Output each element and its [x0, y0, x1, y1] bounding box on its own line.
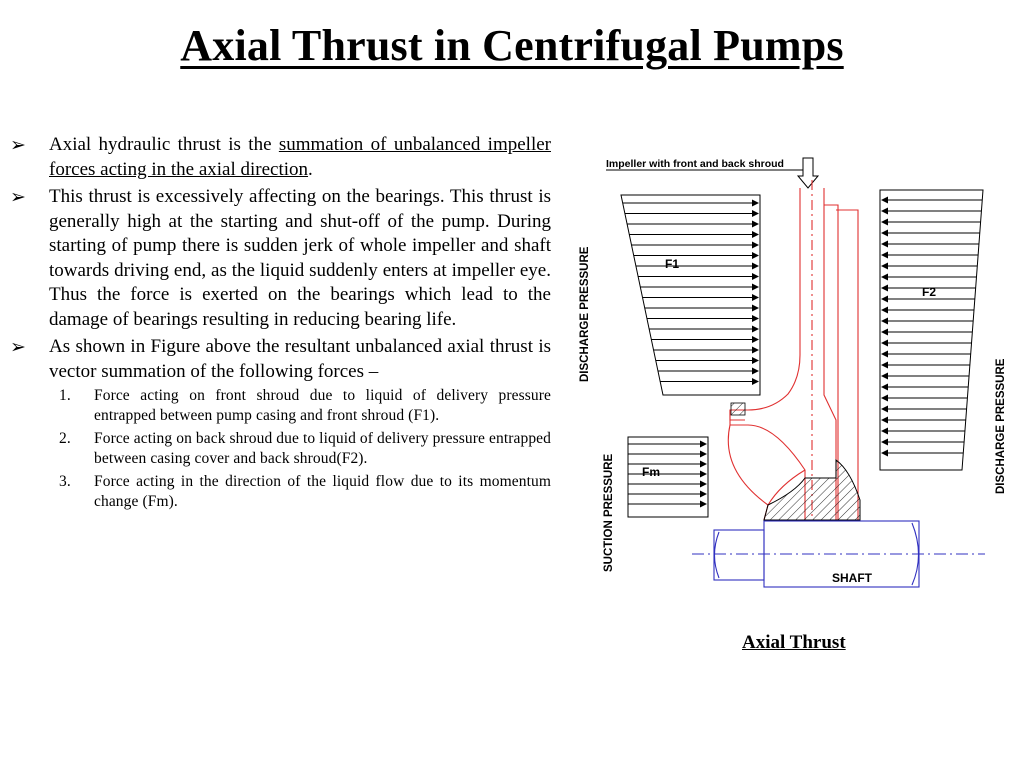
f1-label: F1	[665, 257, 680, 271]
f1-pressure-region	[621, 195, 760, 395]
item-number: 3.	[59, 473, 71, 490]
numbered-list	[49, 386, 551, 511]
arrowhead-bullet-icon: ➢	[10, 186, 26, 208]
item-number: 1.	[59, 387, 71, 404]
suction-pressure-label: SUCTION PRESSURE	[603, 453, 615, 572]
numbered-item	[49, 429, 551, 468]
item-text: Force acting on back shroud due to liquid of delivery pressure entrapped between casing cover and back shroud(F2).	[94, 430, 551, 467]
flow-arrow-icon	[798, 158, 818, 188]
fm-label: Fm	[642, 465, 660, 479]
bullet-text: As shown in Figure above the resultant unbalanced axial thrust is vector summation of the following forces –	[49, 336, 551, 382]
item-text: Force acting in the direction of the liquid flow due to its momentum change (Fm).	[94, 473, 551, 510]
arrowhead-bullet-icon: ➢	[10, 134, 26, 156]
figure-caption: Axial Thrust	[742, 632, 846, 653]
f2-label: F2	[922, 285, 937, 299]
bullet-text-underlined: summation of unbalanced impeller forces acting in the axial direction	[49, 134, 551, 180]
item-text: Force acting on front shroud due to liquid of delivery pressure entrapped between pump casing and front shroud (F1).	[94, 387, 551, 424]
axial-thrust-diagram	[574, 148, 1020, 618]
f2-pressure-region	[880, 190, 983, 470]
impeller-label: Impeller with front and back shroud	[606, 158, 784, 170]
discharge-pressure-left-label: DISCHARGE PRESSURE	[579, 246, 591, 382]
bullet-text-post: .	[308, 158, 313, 180]
fm-suction-region	[628, 437, 708, 517]
slide-title: Axial Thrust in Centrifugal Pumps	[180, 21, 844, 70]
bullet-text-pre: Axial hydraulic thrust is the	[49, 134, 279, 155]
bullet-item	[10, 335, 551, 511]
discharge-pressure-right-label: DISCHARGE PRESSURE	[995, 358, 1007, 494]
arrowhead-bullet-icon: ➢	[10, 336, 26, 358]
numbered-item	[49, 472, 551, 511]
item-number: 2.	[59, 430, 71, 447]
shaft-label: SHAFT	[832, 571, 872, 585]
bullet-item	[10, 133, 551, 182]
bullet-list	[10, 133, 551, 515]
numbered-item	[49, 386, 551, 425]
bullet-text: This thrust is excessively affecting on the bearings. This thrust is generally high at the starting and shut-off of the pump. During starting of pump there is sudden jerk of whole impeller and shaft towards driving end, as the liquid suddenly enters at impeller eye. Thus the force is exerted on the bearings which lead to the damage of bearings resulting in reducing bearing life.	[49, 186, 551, 330]
bullet-item	[10, 185, 551, 332]
